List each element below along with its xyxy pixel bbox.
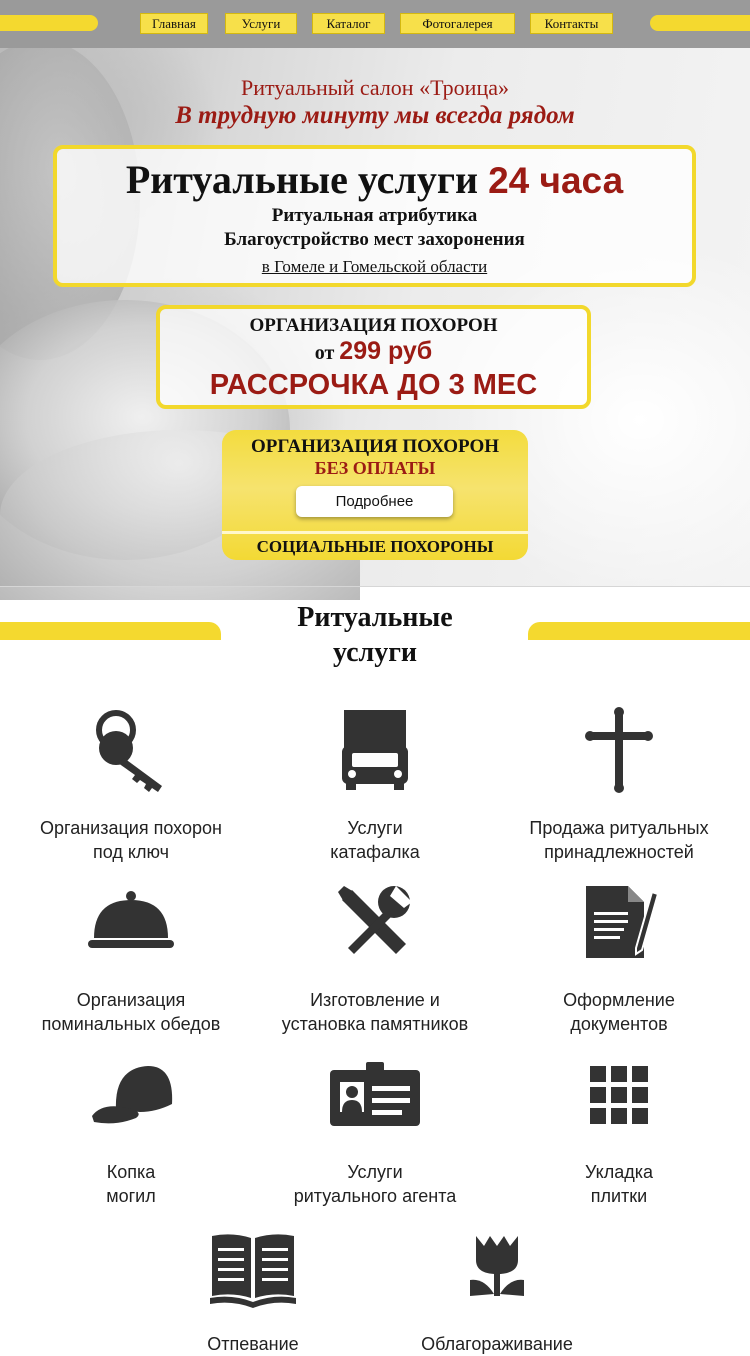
service-label: Организация похорон под ключ bbox=[40, 818, 222, 862]
service-grave-landscaping[interactable] bbox=[372, 1222, 622, 1354]
service-label: Продажа ритуальных принадлежностей bbox=[529, 818, 709, 862]
cross-icon bbox=[574, 706, 664, 796]
flower-icon bbox=[452, 1222, 542, 1312]
service-label: Оформление документов bbox=[563, 990, 675, 1034]
service-ritual-goods[interactable] bbox=[494, 706, 744, 876]
main-heading bbox=[57, 157, 692, 204]
title-accent-left bbox=[0, 622, 221, 640]
service-label: Отпевание bbox=[207, 1334, 299, 1354]
free-subtitle: БЕЗ ОПЛАТЫ bbox=[314, 458, 436, 478]
funeral-offer-box bbox=[156, 305, 591, 409]
services-title-line1: Ритуальные bbox=[297, 602, 453, 633]
free-funeral-box bbox=[222, 430, 528, 560]
details-button[interactable]: Подробнее bbox=[296, 486, 453, 517]
service-label: Облагораживание bbox=[421, 1334, 573, 1354]
free-title: ОРГАНИЗАЦИЯ ПОХОРОН bbox=[250, 436, 500, 457]
document-pen-icon bbox=[574, 878, 664, 968]
services-24h-box bbox=[53, 145, 696, 287]
services-section-title bbox=[225, 600, 525, 670]
service-label: Организация поминальных обедов bbox=[41, 990, 221, 1034]
main-heading-hours: 24 часа bbox=[488, 160, 624, 201]
open-book-icon bbox=[208, 1222, 298, 1312]
hero-banner bbox=[0, 0, 750, 586]
service-grave-digging[interactable] bbox=[6, 1050, 256, 1220]
nav-item-catalog[interactable]: Каталог bbox=[312, 13, 385, 34]
id-card-icon bbox=[330, 1050, 420, 1140]
service-label: Услуги ритуального агента bbox=[293, 1162, 457, 1206]
social-funeral-label[interactable]: СОЦИАЛЬНЫЕ ПОХОРОНЫ bbox=[256, 537, 494, 556]
service-tiling[interactable] bbox=[494, 1050, 744, 1220]
tiles-grid-icon bbox=[574, 1050, 664, 1140]
section-divider bbox=[0, 586, 750, 587]
service-monuments[interactable] bbox=[250, 878, 500, 1048]
nav-item-gallery[interactable]: Фотогалерея bbox=[400, 13, 515, 34]
offer-title: ОРГАНИЗАЦИЯ ПОХОРОН bbox=[249, 315, 498, 336]
tools-icon bbox=[330, 878, 420, 968]
nav-item-home[interactable]: Главная bbox=[140, 13, 208, 34]
offer-price-line bbox=[160, 337, 587, 367]
salon-title: Ритуальный салон «Троица» bbox=[241, 75, 509, 100]
offer-installment: РАССРОЧКА ДО 3 МЕС bbox=[209, 369, 538, 401]
service-label: Укладка плитки bbox=[584, 1162, 653, 1206]
offer-price: 299 руб bbox=[339, 337, 433, 365]
food-cloche-icon bbox=[86, 878, 176, 968]
title-accent-right bbox=[528, 622, 750, 640]
cap-icon bbox=[86, 1050, 176, 1140]
service-label: Копка могил bbox=[106, 1162, 156, 1206]
location-link[interactable]: в Гомеле и Гомельской области bbox=[261, 257, 488, 276]
nav-item-services[interactable]: Услуги bbox=[225, 13, 297, 34]
service-label: Услуги катафалка bbox=[330, 818, 420, 862]
service-funeral-turnkey[interactable] bbox=[6, 706, 256, 876]
nav-item-contacts[interactable]: Контакты bbox=[530, 13, 613, 34]
service-funeral-service[interactable] bbox=[128, 1222, 378, 1354]
service-label: Изготовление и установка памятников bbox=[281, 990, 469, 1034]
top-nav-bar bbox=[0, 0, 750, 48]
salon-slogan: В трудную минуту мы всегда рядом bbox=[175, 102, 575, 129]
key-icon bbox=[86, 706, 176, 796]
subtitle-graves: Благоустройство мест захоронения bbox=[224, 229, 525, 250]
services-title-line2: услуги bbox=[332, 637, 418, 668]
service-hearse[interactable] bbox=[250, 706, 500, 876]
hearse-truck-icon bbox=[330, 706, 420, 796]
main-nav bbox=[0, 13, 750, 35]
service-ritual-agent[interactable] bbox=[250, 1050, 500, 1220]
subtitle-attributes: Ритуальная атрибутика bbox=[271, 205, 478, 226]
free-box-divider bbox=[222, 531, 528, 534]
service-memorial-dinners[interactable] bbox=[6, 878, 256, 1048]
offer-price-prefix: от bbox=[314, 342, 335, 364]
main-heading-text: Ритуальные услуги bbox=[125, 157, 479, 202]
service-documents[interactable] bbox=[494, 878, 744, 1048]
